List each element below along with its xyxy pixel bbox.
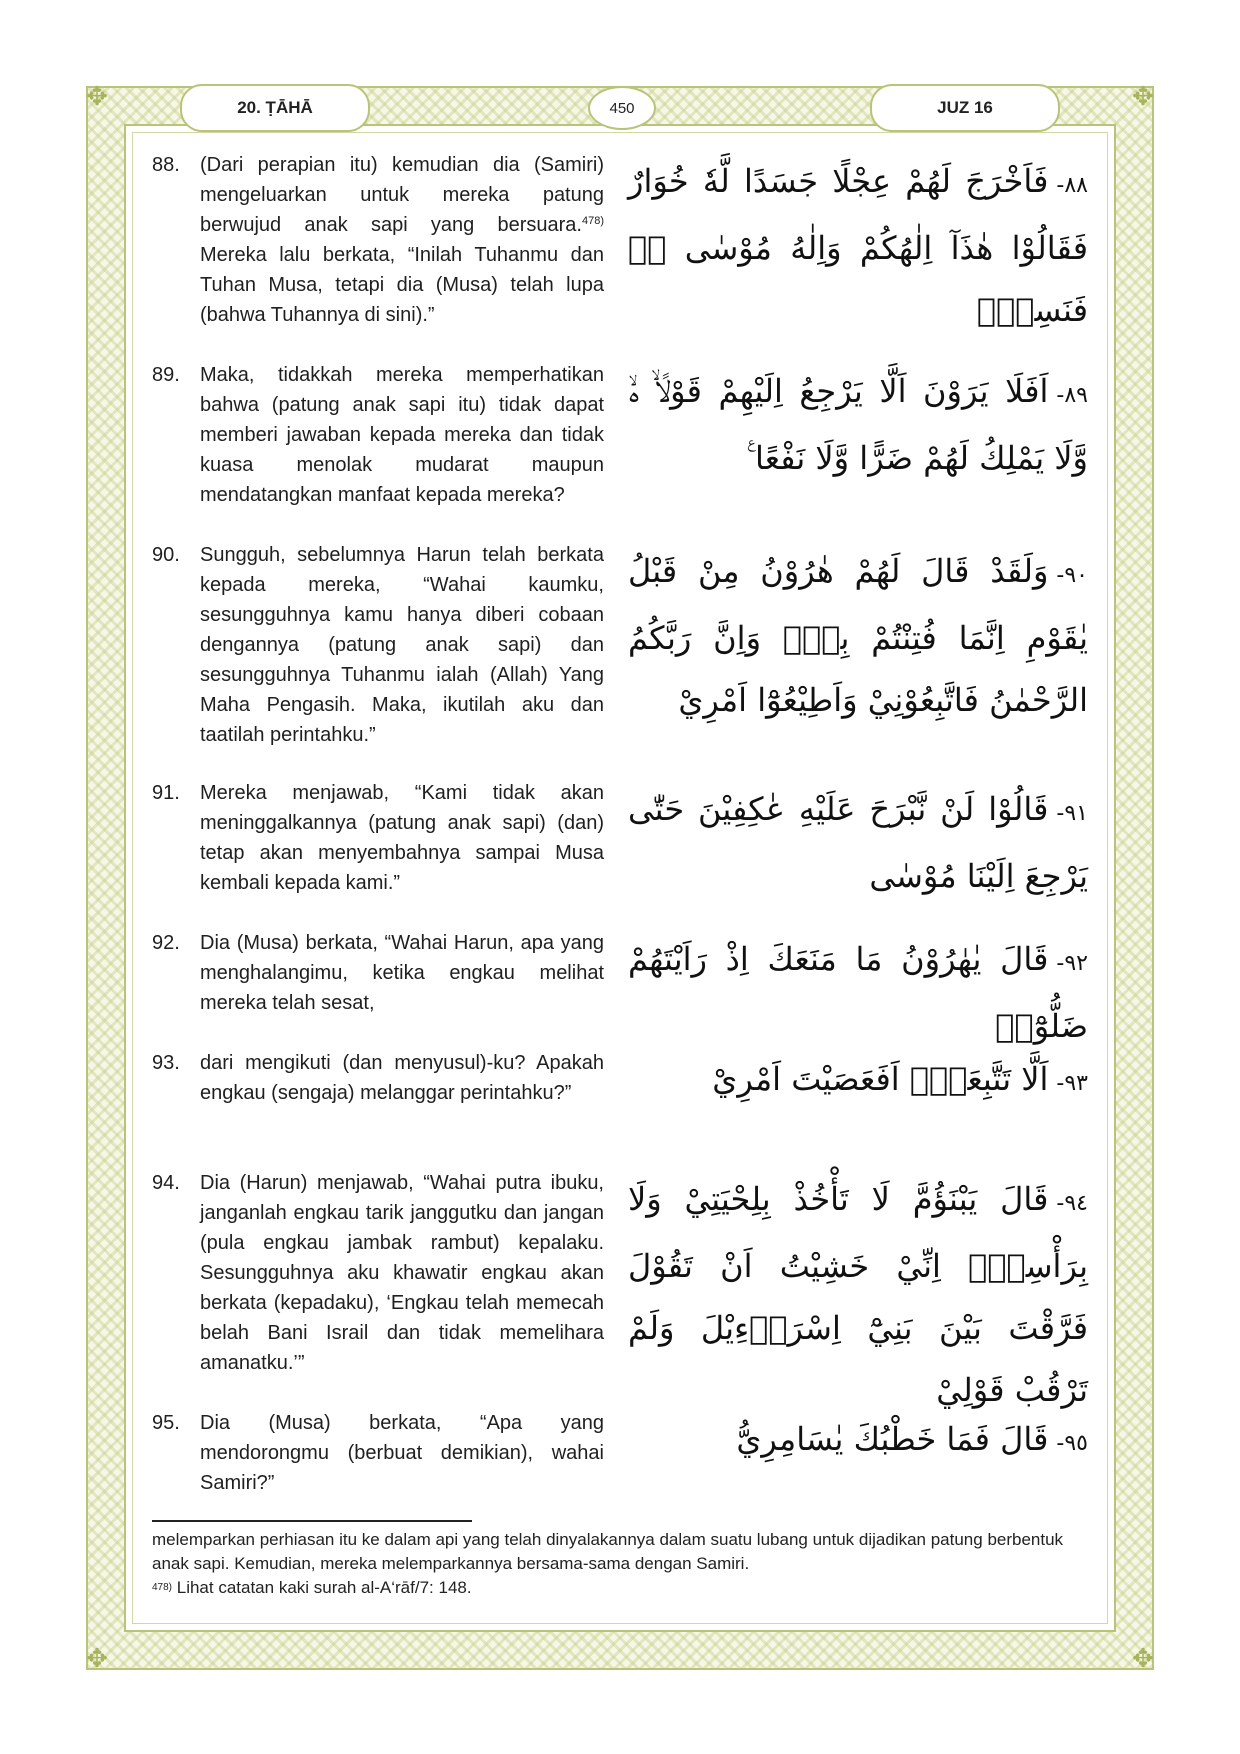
translation-text: Dia (Musa) berkata, “Apa yang mendorongmu (berbuat demikian), wahai Samiri?”: [200, 1412, 604, 1494]
arabic-verse-number: ٩٠-: [1056, 563, 1088, 588]
arabic-verse-number: ٩٣-: [1056, 1071, 1088, 1096]
footnote-marker: 478): [152, 1582, 173, 1593]
verse-number: 95.: [152, 1412, 180, 1434]
arabic-text: قَالَ فَمَا خَطْبُكَ يٰسَامِرِيُّ: [736, 1420, 1049, 1458]
page-number: 450: [588, 86, 656, 130]
footnotes: [152, 1528, 1088, 1600]
arabic-verse-number: ٩١-: [1056, 801, 1088, 826]
arabic-verse: [628, 1048, 1088, 1115]
arabic-verse: [628, 150, 1088, 341]
verse-number: 88.: [152, 154, 180, 176]
arabic-verse: [628, 778, 1088, 907]
translation-text: dari mengikuti (dan menyusul)-ku? Apakah engkau (sengaja) melanggar perintahku?”: [200, 1052, 604, 1104]
arabic-verse: [628, 540, 1088, 731]
surah-title: 20. ṬĀHĀ: [180, 84, 370, 132]
footnote-divider: [152, 1520, 472, 1522]
verse-number: 92.: [152, 932, 180, 954]
arabic-text: قَالُوْا لَنْ نَّبْرَحَ عَلَيْهِ عٰكِفِيْنَ حَتّٰى يَرْجِعَ اِلَيْنَا مُوْسٰى: [628, 790, 1088, 895]
corner-ornament-icon: ✥: [86, 82, 108, 112]
arabic-verse-number: ٩٥-: [1056, 1431, 1088, 1456]
footnote-ref[interactable]: 478): [581, 215, 604, 227]
footnote-478: [152, 1576, 1088, 1600]
corner-ornament-icon: ✥: [1132, 1644, 1154, 1674]
arabic-verse-number: ٩٤-: [1056, 1191, 1088, 1216]
translation-text: Dia (Musa) berkata, “Wahai Harun, apa yang menghalangimu, ketika engkau melihat mereka telah sesat,: [200, 932, 604, 1014]
translation-text: Sungguh, sebelumnya Harun telah berkata kepada mereka, “Wahai kaumku, sesungguhnya kamu hanya diberi cobaan dengannya (patung anak sapi) dan sesungguhnya Tuhanmu ialah (Allah) Yang Maha Pengasih. Maka, ikutilah aku dan taatilah perintahku.”: [200, 544, 604, 746]
translation-text: (Dari perapian itu) kemudian dia (Samiri) mengeluarkan untuk mereka patung berwujud anak sapi yang bersuara.: [200, 154, 604, 236]
arabic-verse: [628, 1408, 1088, 1475]
verse-translation: [152, 150, 604, 330]
translation-text: Dia (Harun) menjawab, “Wahai putra ibuku, janganlah engkau tarik janggutku dan jangan (pula engkau jambak rambut) kepalaku. Sesungguhnya aku khawatir engkau akan berkata (kepadaku), ‘Engkau telah memecah belah Bani Israil dan tidak memelihara amanatku.’”: [200, 1172, 604, 1374]
verse-translation: [152, 360, 604, 510]
arabic-text: وَلَقَدْ قَالَ لَهُمْ هٰرُوْنُ مِنْ قَبْلُ يٰقَوْمِ اِنَّمَا فُتِنْتُمْ بِهٖۚ وَاِنَّ رَبَّكُمُ الرَّحْمٰنُ فَاتَّبِعُوْنِيْ وَاَطِيْعُوْٓا اَمْرِيْ: [628, 552, 1088, 719]
verse-translation: [152, 928, 604, 1018]
corner-ornament-icon: ✥: [86, 1644, 108, 1674]
arabic-text: اَلَّا تَتَّبِعَنِۗ اَفَعَصَيْتَ اَمْرِيْ: [712, 1060, 1049, 1098]
arabic-verse: [628, 360, 1088, 489]
arabic-verse: [628, 928, 1088, 1057]
arabic-verse: [628, 1168, 1088, 1421]
translation-text: Maka, tidakkah mereka memperhatikan bahwa (patung anak sapi itu) tidak dapat memberi jawaban kepada mereka dan tidak kuasa menolak mudarat maupun mendatangkan manfaat kepada mereka?: [200, 364, 604, 506]
juz-label: JUZ 16: [870, 84, 1060, 132]
arabic-text: قَالَ يٰهٰرُوْنُ مَا مَنَعَكَ اِذْ رَاَيْتَهُمْ ضَلُّوْٓاۙ: [628, 940, 1088, 1045]
verse-translation: [152, 1048, 604, 1108]
verse-number: 89.: [152, 364, 180, 386]
verse-translation: [152, 778, 604, 898]
corner-ornament-icon: ✥: [1132, 82, 1154, 112]
verse-number: 91.: [152, 782, 180, 804]
arabic-verse-number: ٨٨-: [1056, 173, 1088, 198]
verse-translation: [152, 540, 604, 750]
verse-number: 94.: [152, 1172, 180, 1194]
arabic-text: فَاَخْرَجَ لَهُمْ عِجْلًا جَسَدًا لَّهٗ خُوَارٌ فَقَالُوْا هٰذَآ اِلٰهُكُمْ وَاِلٰهُ مُوْسٰى ەۙ فَنَسِيَۗ: [628, 162, 1088, 329]
footnote-continuation: melemparkan perhiasan itu ke dalam api yang telah dinyalakannya dalam suatu lubang untuk dijadikan patung berbentuk anak sapi. Kemudian, mereka melemparkannya bersama-sama dengan Samiri.: [152, 1530, 1064, 1573]
arabic-verse-number: ٩٢-: [1056, 951, 1088, 976]
footnote-text: Lihat catatan kaki surah al-A‘rāf/7: 148.: [172, 1578, 472, 1597]
arabic-text: اَفَلَا يَرَوْنَ اَلَّا يَرْجِعُ اِلَيْهِمْ قَوْلًاۙ ەۙ وَّلَا يَمْلِكُ لَهُمْ ضَرًّا وَّلَا نَفْعًا ࣖ: [628, 372, 1088, 477]
translation-text: Mereka lalu berkata, “Inilah Tuhanmu dan Tuhan Musa, tetapi dia (Musa) telah lupa (bahwa Tuhannya di sini).”: [200, 244, 604, 326]
arabic-text: قَالَ يَبْنَؤُمَّ لَا تَأْخُذْ بِلِحْيَتِيْ وَلَا بِرَأْسِيْۚ اِنِّيْ خَشِيْتُ اَنْ تَقُوْلَ فَرَّقْتَ بَيْنَ بَنِيْٓ اِسْرَاۤءِيْلَ وَلَمْ تَرْقُبْ قَوْلِيْ: [628, 1180, 1088, 1409]
verse-translation: [152, 1168, 604, 1378]
verse-number: 90.: [152, 544, 180, 566]
arabic-verse-number: ٨٩-: [1056, 383, 1088, 408]
verse-translation: [152, 1408, 604, 1498]
translation-text: Mereka menjawab, “Kami tidak akan meninggalkannya (patung anak sapi) (dan) tetap akan menyembahnya sampai Musa kembali kepada kami.”: [200, 782, 604, 894]
verse-number: 93.: [152, 1052, 180, 1074]
